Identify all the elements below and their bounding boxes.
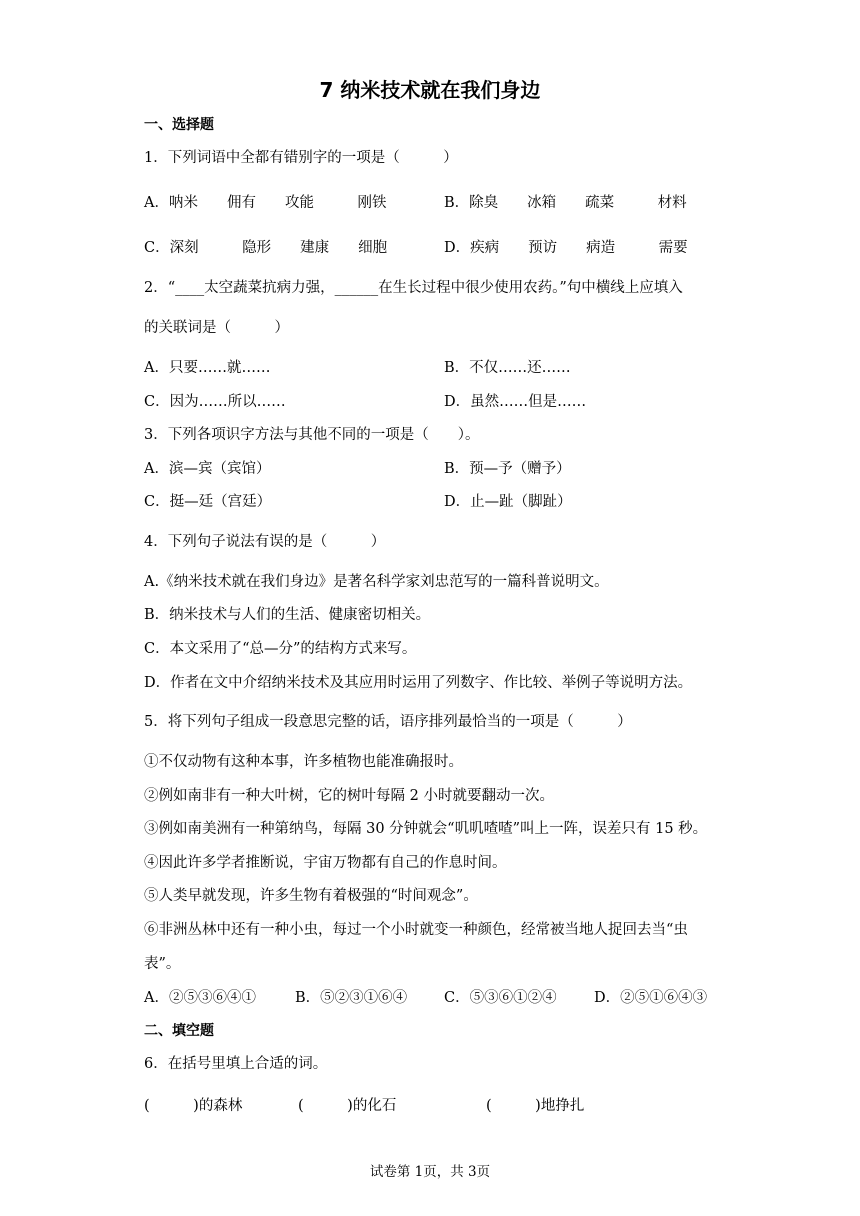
question-2-option-d: D．虽然……但是…… bbox=[444, 394, 587, 410]
question-4-option-c: C．本文采用了“总—分”的结构方式来写。 bbox=[144, 641, 417, 657]
question-5-option-a: A．②⑤③⑥④① bbox=[144, 990, 256, 1006]
question-5-sentence-3: ③例如南美洲有一种第纳鸟，每隔 30 分钟就会“叽叽喳喳”叫上一阵，误差只有 15 秒。 bbox=[144, 821, 708, 837]
question-5-option-b: B．⑤②③①⑥④ bbox=[295, 990, 408, 1006]
page-title: 7 纳米技术就在我们身边 bbox=[319, 78, 541, 102]
question-4-stem: 4．下列句子说法有误的是（ ） bbox=[144, 534, 386, 550]
question-5-option-d: D．②⑤①⑥④③ bbox=[594, 990, 708, 1006]
question-3-option-c: C．挺—廷（宫廷） bbox=[144, 494, 272, 510]
question-5-sentence-4: ④因此许多学者推断说，宇宙万物都有自己的作息时间。 bbox=[144, 855, 507, 871]
question-3-option-d: D．止—趾（脚趾） bbox=[444, 494, 572, 510]
question-2-option-c: C．因为……所以…… bbox=[144, 394, 286, 410]
question-2-option-b: B．不仅……还…… bbox=[444, 360, 571, 376]
question-1-option-c: C．深刻 隐形 建康 细胞 bbox=[144, 240, 388, 256]
question-5-stem: 5．将下列句子组成一段意思完整的话，语序排列最恰当的一项是（ ） bbox=[144, 714, 632, 730]
question-1-stem: 1．下列词语中全都有错别字的一项是（ ） bbox=[144, 150, 458, 166]
question-5-sentence-2: ②例如南非有一种大叶树，它的树叶每隔 2 小时就要翻动一次。 bbox=[144, 788, 554, 804]
question-1-option-d: D．疾病 预访 病造 需要 bbox=[444, 240, 688, 256]
page-footer: 试卷第 1页，共 3页 bbox=[369, 1164, 491, 1180]
section-heading-fill-blank: 二、填空题 bbox=[144, 1023, 214, 1039]
question-2-stem-continued: 的关联词是（ ） bbox=[144, 320, 289, 336]
question-4-option-a: A.《纳米技术就在我们身边》是著名科学家刘忠范写的一篇科普说明文。 bbox=[144, 574, 609, 590]
question-5-sentence-5: ⑤人类早就发现，许多生物有着极强的“时间观念”。 bbox=[144, 888, 478, 904]
question-5-sentence-6-continued: 表”。 bbox=[144, 956, 181, 972]
question-1-option-a: A．呐米 佣有 攻能 刚铁 bbox=[144, 195, 387, 211]
question-3-option-b: B．预—予（赠予） bbox=[444, 461, 571, 477]
question-6-blank-1: ( )的森林 bbox=[144, 1098, 243, 1114]
question-3-stem: 3．下列各项识字方法与其他不同的一项是（ ）。 bbox=[144, 427, 480, 443]
question-4-option-b: B．纳米技术与人们的生活、健康密切相关。 bbox=[144, 607, 431, 623]
question-2-stem: 2．“____太空蔬菜抗病力强，______在生长过程中很少使用农药。”句中横线上应填入 bbox=[144, 280, 683, 296]
section-heading-choice: 一、选择题 bbox=[144, 117, 214, 133]
question-1-option-b: B．除臭 冰箱 疏菜 材料 bbox=[444, 195, 687, 211]
question-5-option-c: C．⑤③⑥①②④ bbox=[444, 990, 557, 1006]
question-6-stem: 6．在括号里填上合适的词。 bbox=[144, 1056, 328, 1072]
question-2-option-a: A．只要……就…… bbox=[144, 360, 271, 376]
question-5-sentence-6: ⑥非洲丛林中还有一种小虫，每过一个小时就变一种颜色，经常被当地人捉回去当“虫 bbox=[144, 922, 688, 938]
question-6-blank-2: ( )的化石 bbox=[298, 1098, 397, 1114]
question-3-option-a: A．滨—宾（宾馆） bbox=[144, 461, 271, 477]
question-5-sentence-1: ①不仅动物有这种本事，许多植物也能准确报时。 bbox=[144, 754, 463, 770]
question-4-option-d: D．作者在文中介绍纳米技术及其应用时运用了列数字、作比较、举例子等说明方法。 bbox=[144, 675, 693, 691]
question-6-blank-3: ( )地挣扎 bbox=[486, 1098, 585, 1114]
